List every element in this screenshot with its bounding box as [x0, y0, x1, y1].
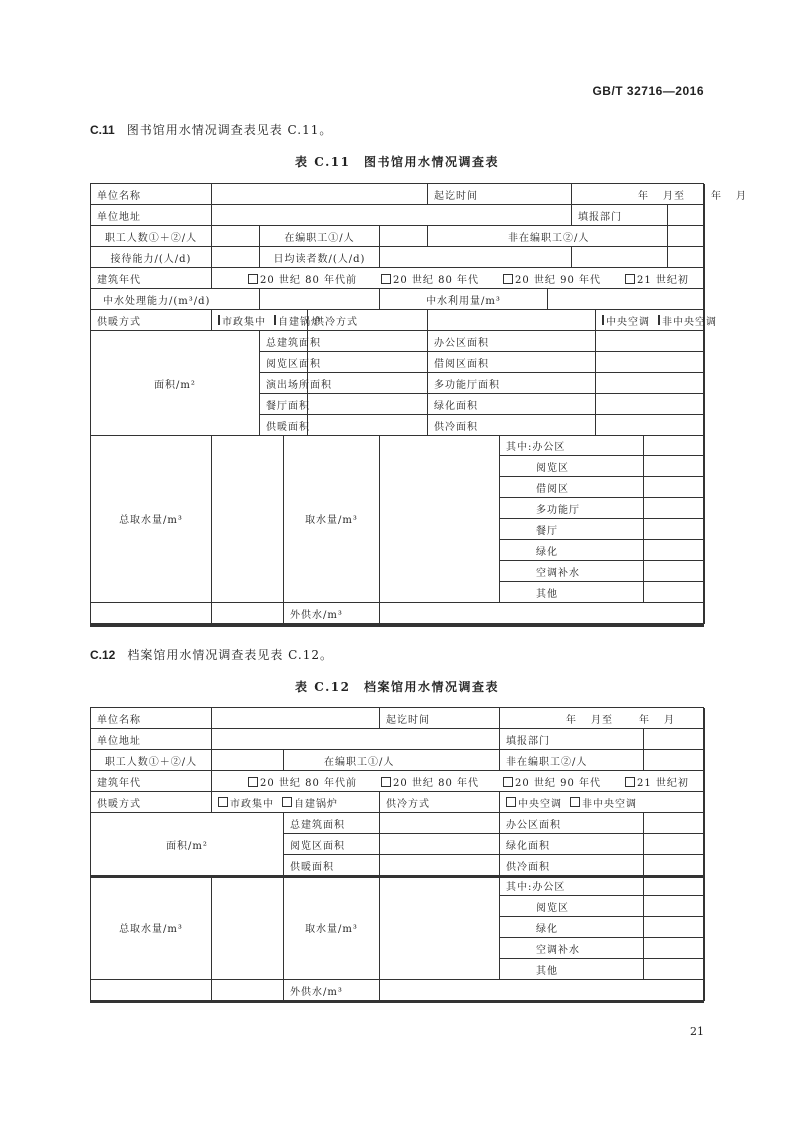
table-cell-input[interactable]: [644, 938, 705, 959]
table-c12: [90, 707, 704, 878]
table-cell-input[interactable]: [596, 394, 705, 415]
blank[interactable]: [668, 247, 705, 268]
table-cell-label: 供暖面积: [284, 855, 380, 876]
table-cell-input[interactable]: [91, 980, 212, 1001]
label-daily-readers: 日均读者数/(人/d): [260, 247, 380, 268]
checkbox[interactable]: [381, 777, 391, 787]
table-cell-label: 阅览区: [500, 456, 644, 477]
table-cell-label: 其他: [500, 959, 644, 980]
cooling-options[interactable]: 中央空调 非中央空调: [596, 310, 705, 331]
table-cell-input[interactable]: [644, 917, 705, 938]
table-cell-input[interactable]: [212, 435, 284, 603]
build-year-options[interactable]: 20 世纪 80 年代前 20 世纪 80 年代 20 世纪 90 年代 21 世纪初: [212, 268, 705, 289]
table-cell-label: 餐厅: [500, 519, 644, 540]
checkbox[interactable]: [248, 777, 258, 787]
table-cell-label: 办公区面积: [428, 331, 596, 352]
table-c11-caption: 表 C.11 图书馆用水情况调查表: [295, 155, 499, 169]
table-c12-water: [90, 875, 704, 1003]
table-cell-label: 供冷方式: [380, 792, 500, 813]
table-cell-input[interactable]: [644, 582, 705, 603]
table-cell-input[interactable]: [644, 855, 705, 876]
table-cell-input[interactable]: [644, 540, 705, 561]
table-cell-label: 借阅区面积: [428, 352, 596, 373]
table-cell-input[interactable]: 年 月至 年 月: [500, 708, 705, 729]
label-intake: 取水量/m³: [284, 435, 380, 603]
table-cell-label: 供冷面积: [500, 855, 644, 876]
reception-value[interactable]: [212, 247, 260, 268]
checkbox[interactable]: [274, 315, 276, 325]
table-cell-label: 起讫时间: [380, 708, 500, 729]
label-heating: 供暖方式: [91, 310, 212, 331]
table-cell-input[interactable]: [644, 435, 705, 456]
table-cell-label: 多功能厅面积: [428, 373, 596, 394]
checkbox[interactable]: [282, 797, 292, 807]
section-text: 档案馆用水情况调查表见表 C.12。: [127, 648, 334, 662]
table-cell-label: 借阅区: [500, 477, 644, 498]
table-cell-input[interactable]: [644, 834, 705, 855]
checkbox[interactable]: [625, 777, 635, 787]
table-cell-input[interactable]: [380, 980, 705, 1001]
table-cell-input[interactable]: 20 世纪 80 年代前 20 世纪 80 年代 20 世纪 90 年代 21 世纪初: [212, 771, 705, 792]
table-cell-input[interactable]: [596, 415, 705, 436]
label-external-supply: 外供水/m³: [284, 603, 380, 624]
table-cell-input[interactable]: [596, 373, 705, 394]
reuse-use-value[interactable]: [548, 289, 705, 310]
table-cell-input[interactable]: [380, 603, 705, 624]
period-value[interactable]: 年 月至 年 月: [572, 184, 705, 205]
label-cooling: 供冷方式: [308, 310, 428, 331]
table-cell-label: 非在编职工②/人: [500, 750, 644, 771]
table-cell-input[interactable]: [308, 373, 428, 394]
table-cell-label: 绿化: [500, 917, 644, 938]
label-build-year: 建筑年代: [91, 268, 212, 289]
section-c12: [90, 646, 333, 663]
label-external-supply: 外供水/m³: [284, 980, 380, 1001]
table-cell-input[interactable]: [644, 750, 705, 771]
table-cell-input[interactable]: [644, 896, 705, 917]
section-text: 图书馆用水情况调查表见表 C.11。: [126, 123, 333, 137]
table-cell-label: 阅览区面积: [260, 352, 308, 373]
table-cell-input[interactable]: [644, 875, 705, 896]
table-c12-caption: 表 C.12 档案馆用水情况调查表: [295, 680, 499, 694]
table-cell-label: 在编职工①/人: [284, 750, 500, 771]
staff-onbook-value[interactable]: [380, 226, 428, 247]
table-cell-input[interactable]: [380, 875, 500, 980]
checkbox[interactable]: [381, 274, 391, 284]
checkbox[interactable]: [248, 274, 258, 284]
table-cell-input[interactable]: [91, 603, 212, 624]
label-intake: 取水量/m³: [284, 875, 380, 980]
checkbox[interactable]: [503, 274, 513, 284]
label-reuse-use: 中水利用量/m³: [380, 289, 548, 310]
table-cell-label: 阅览区: [500, 896, 644, 917]
table-cell-input[interactable]: [380, 435, 500, 603]
section-c11: [90, 121, 332, 138]
label-staff-offbook: 非在编职工②/人: [428, 226, 668, 247]
table-cell-label: 总建筑面积: [260, 331, 308, 352]
table-cell-input[interactable]: [644, 561, 705, 582]
table-cell-label: 办公区面积: [500, 813, 644, 834]
heating-options[interactable]: 市政集中 自建锅炉: [212, 310, 308, 331]
label-staff-onbook: 在编职工①/人: [260, 226, 380, 247]
table-cell-label: 绿化面积: [500, 834, 644, 855]
daily-readers-value[interactable]: [380, 247, 572, 268]
table-cell-label: 多功能厅: [500, 498, 644, 519]
label-area: 面积/m²: [91, 813, 284, 876]
table-cell-label: 单位名称: [91, 708, 212, 729]
table-cell-input[interactable]: [644, 456, 705, 477]
table-cell-label: 绿化面积: [428, 394, 596, 415]
table-cell-input[interactable]: [644, 813, 705, 834]
table-cell-label: 供暖面积: [260, 415, 308, 436]
label-unit-address: 单位地址: [91, 205, 212, 226]
table-cell-input[interactable]: [308, 394, 428, 415]
checkbox[interactable]: [625, 274, 635, 284]
unit-address-value[interactable]: [212, 205, 572, 226]
label-staff-count: 职工人数①＋②/人: [91, 226, 212, 247]
unit-name-value[interactable]: [212, 184, 428, 205]
table-cell-input[interactable]: [212, 980, 284, 1001]
table-cell-label: 餐厅面积: [260, 394, 308, 415]
table-cell-input[interactable]: [212, 750, 284, 771]
table-cell-input[interactable]: [644, 498, 705, 519]
table-cell-label: 供暖方式: [91, 792, 212, 813]
table-cell-input[interactable]: [308, 331, 428, 352]
table-cell-label: 供冷面积: [428, 415, 596, 436]
label-reuse-cap: 中水处理能力/(m³/d): [91, 289, 260, 310]
table-cell-input[interactable]: [212, 729, 500, 750]
table-cell-input[interactable]: [644, 959, 705, 980]
table-cell-label: 阅览区面积: [284, 834, 380, 855]
standard-number: GB/T 32716—2016: [592, 84, 704, 98]
table-cell-label: 空调补水: [500, 561, 644, 582]
table-cell-input[interactable]: [596, 352, 705, 373]
table-cell-input[interactable]: [212, 875, 284, 980]
checkbox[interactable]: [506, 797, 516, 807]
label-total-water: 总取水量/m³: [91, 875, 212, 980]
table-cell-label: 职工人数①＋②/人: [91, 750, 212, 771]
label-reception: 接待能力/(人/d): [91, 247, 212, 268]
table-cell-input[interactable]: [644, 519, 705, 540]
table-cell-label: 其他: [500, 582, 644, 603]
table-cell-label: 演出场所面积: [260, 373, 308, 394]
fill-dept-value[interactable]: [668, 205, 705, 226]
table-cell-input[interactable]: 市政集中 自建锅炉: [212, 792, 380, 813]
table-cell-label: 单位地址: [91, 729, 212, 750]
page-number: 21: [690, 1025, 704, 1038]
checkbox[interactable]: [658, 315, 660, 325]
table-cell-input[interactable]: [596, 331, 705, 352]
label-period: 起讫时间: [428, 184, 572, 205]
table-cell-label: 建筑年代: [91, 771, 212, 792]
table-cell-input[interactable]: [644, 477, 705, 498]
section-number: C.11: [90, 123, 115, 137]
table-cell-input[interactable]: [380, 834, 500, 855]
section-number: C.12: [90, 648, 116, 662]
reuse-cap-value[interactable]: [260, 289, 380, 310]
cooling-value[interactable]: [428, 310, 596, 331]
staff-count-value[interactable]: [212, 226, 260, 247]
label-fill-dept: 填报部门: [572, 205, 668, 226]
table-cell-label: 其中:办公区: [500, 875, 644, 896]
label-total-water: 总取水量/m³: [91, 435, 212, 603]
checkbox[interactable]: [570, 797, 580, 807]
table-cell-input[interactable]: [644, 729, 705, 750]
table-cell-label: 空调补水: [500, 938, 644, 959]
table-cell-label: 填报部门: [500, 729, 644, 750]
table-cell-input[interactable]: 中央空调 非中央空调: [500, 792, 705, 813]
table-cell-input[interactable]: [212, 708, 380, 729]
label-unit-name: 单位名称: [91, 184, 212, 205]
checkbox[interactable]: [218, 797, 228, 807]
table-cell-label: 其中:办公区: [500, 435, 644, 456]
blank[interactable]: [572, 247, 668, 268]
checkbox[interactable]: [218, 315, 220, 325]
table-cell-input[interactable]: [308, 352, 428, 373]
table-cell-label: 总建筑面积: [284, 813, 380, 834]
table-cell-input[interactable]: [212, 603, 284, 624]
table-c11-water: [90, 435, 704, 626]
table-cell-label: 绿化: [500, 540, 644, 561]
label-area: 面积/m²: [91, 331, 260, 436]
table-cell-input[interactable]: [380, 855, 500, 876]
table-cell-input[interactable]: [308, 415, 428, 436]
staff-offbook-value[interactable]: [668, 226, 705, 247]
checkbox[interactable]: [602, 315, 604, 325]
checkbox[interactable]: [503, 777, 513, 787]
table-cell-input[interactable]: [380, 813, 500, 834]
